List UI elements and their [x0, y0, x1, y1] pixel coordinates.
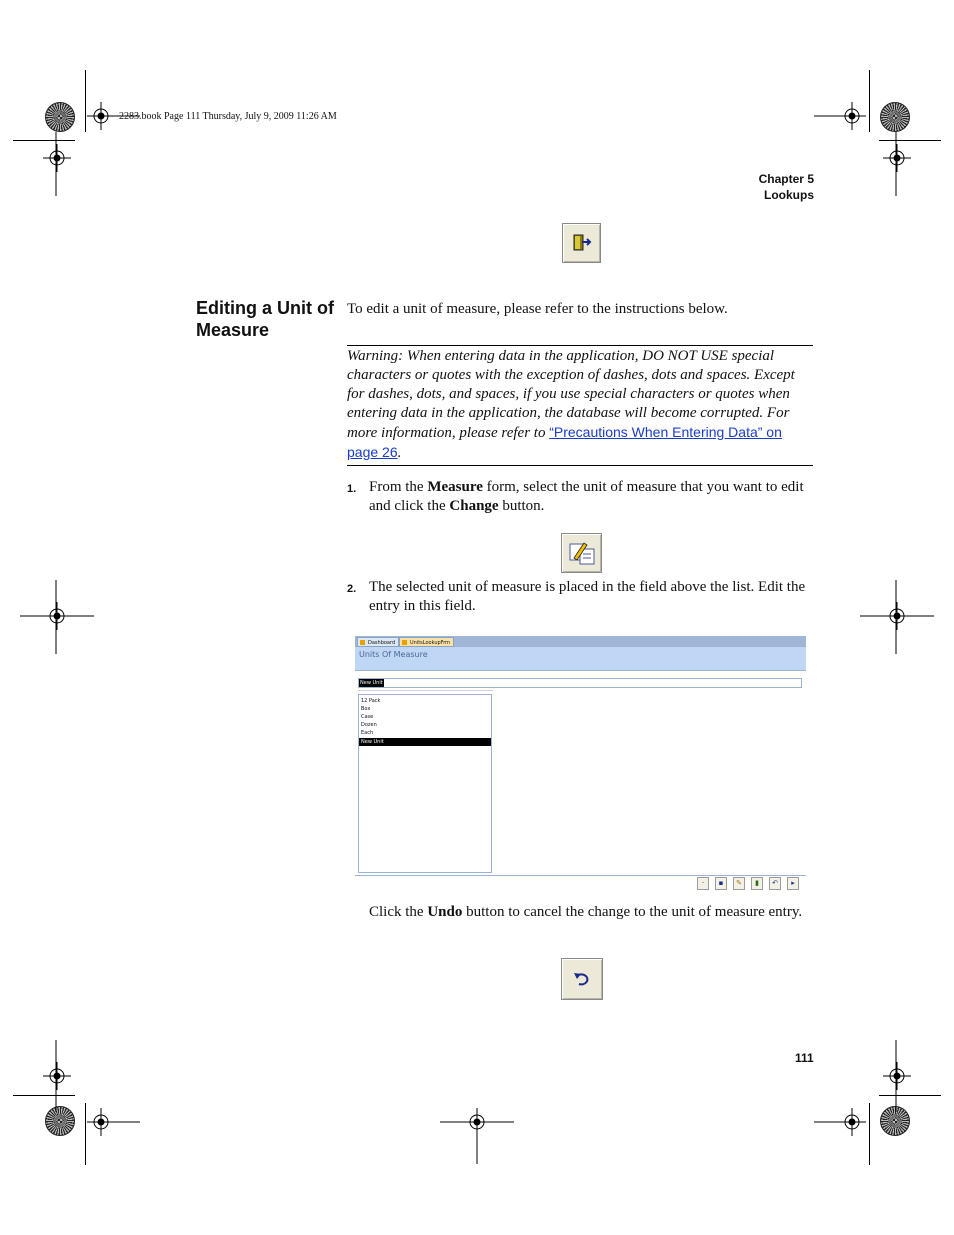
- list-item[interactable]: 12 Pack: [361, 698, 381, 704]
- tab-units-lookup[interactable]: UnitsLookupFrm: [399, 637, 454, 647]
- print-slug: 2283.book Page 111 Thursday, July 9, 2009 11:26 AM: [119, 111, 337, 122]
- step-text: button to cancel the change to the unit of measure entry.: [462, 904, 803, 920]
- undo-icon: [572, 970, 592, 988]
- unit-entry-field[interactable]: [358, 678, 802, 688]
- form-header: [355, 647, 806, 671]
- form-tab-bar: [355, 636, 806, 647]
- section-label: Lookups: [764, 188, 814, 202]
- intro-paragraph: To edit a unit of measure, please refer to the instructions below.: [347, 301, 728, 317]
- list-item[interactable]: Each: [361, 730, 374, 736]
- delete-icon[interactable]: ▮: [751, 877, 763, 890]
- divider: [358, 690, 493, 691]
- exit-icon[interactable]: ▸: [787, 877, 799, 890]
- list-item[interactable]: Dozen: [361, 722, 377, 728]
- warning-rule-bottom: [347, 465, 813, 466]
- form-title: Units Of Measure: [359, 650, 428, 659]
- step-text: Click the: [369, 904, 428, 920]
- step-number: 2.: [347, 583, 357, 595]
- form-icon: [360, 640, 365, 645]
- measure-term: Measure: [427, 479, 483, 495]
- change-edit-icon: [568, 540, 596, 566]
- section-heading: Editing a Unit of Measure: [196, 298, 334, 340]
- undo-term: Undo: [427, 904, 463, 920]
- step-number: 1.: [347, 483, 357, 495]
- step-1: [347, 478, 817, 516]
- change-icon[interactable]: ✎: [733, 877, 745, 890]
- step-text: From the: [369, 479, 428, 495]
- list-item[interactable]: Box: [361, 706, 371, 712]
- units-list[interactable]: [358, 694, 492, 873]
- list-item-selected[interactable]: New Unit: [359, 738, 491, 746]
- exit-door-icon: [571, 232, 593, 254]
- units-lookup-screenshot: [355, 636, 806, 894]
- warning-end: .: [397, 445, 402, 461]
- save-icon[interactable]: ▪: [715, 877, 727, 890]
- toolbar-divider: [355, 875, 806, 876]
- undo-button-image: [561, 958, 603, 1000]
- form-icon: [402, 640, 407, 645]
- new-icon[interactable]: ·: [697, 877, 709, 890]
- undo-note: [347, 903, 817, 922]
- change-term: Change: [449, 498, 499, 514]
- exit-button-image: [562, 223, 601, 263]
- warning-rule-top: [347, 345, 813, 346]
- step-text: The selected unit of measure is placed in the field above the list. Edit the entry in this field.: [369, 579, 806, 614]
- running-head: [759, 171, 814, 203]
- unit-entry-value: New Unit: [360, 680, 383, 686]
- step-text: form, select the unit of measure that you want to edit and click the: [369, 479, 804, 514]
- tab-dashboard[interactable]: Dashboard: [357, 637, 399, 647]
- undo-icon[interactable]: ↶: [769, 877, 781, 890]
- step-2: [347, 578, 817, 616]
- step-text: button.: [498, 498, 545, 514]
- warning-text: Warning: When entering data in the application, DO NOT USE special characters or quotes with the exception of dashes, dots and spaces. Except for dashes, dots, and spaces, if you use special characters or quotes when entering data in the application, the database will become corrupted. For more information, please refer to: [347, 348, 795, 441]
- list-item[interactable]: Case: [361, 714, 374, 720]
- precautions-link[interactable]: “Precautions When Entering Data” on page 26: [347, 424, 782, 460]
- change-button-image: [561, 533, 602, 573]
- warning-note: [347, 347, 815, 463]
- chapter-label: Chapter 5: [758, 172, 814, 186]
- page-number: 111: [795, 1051, 814, 1065]
